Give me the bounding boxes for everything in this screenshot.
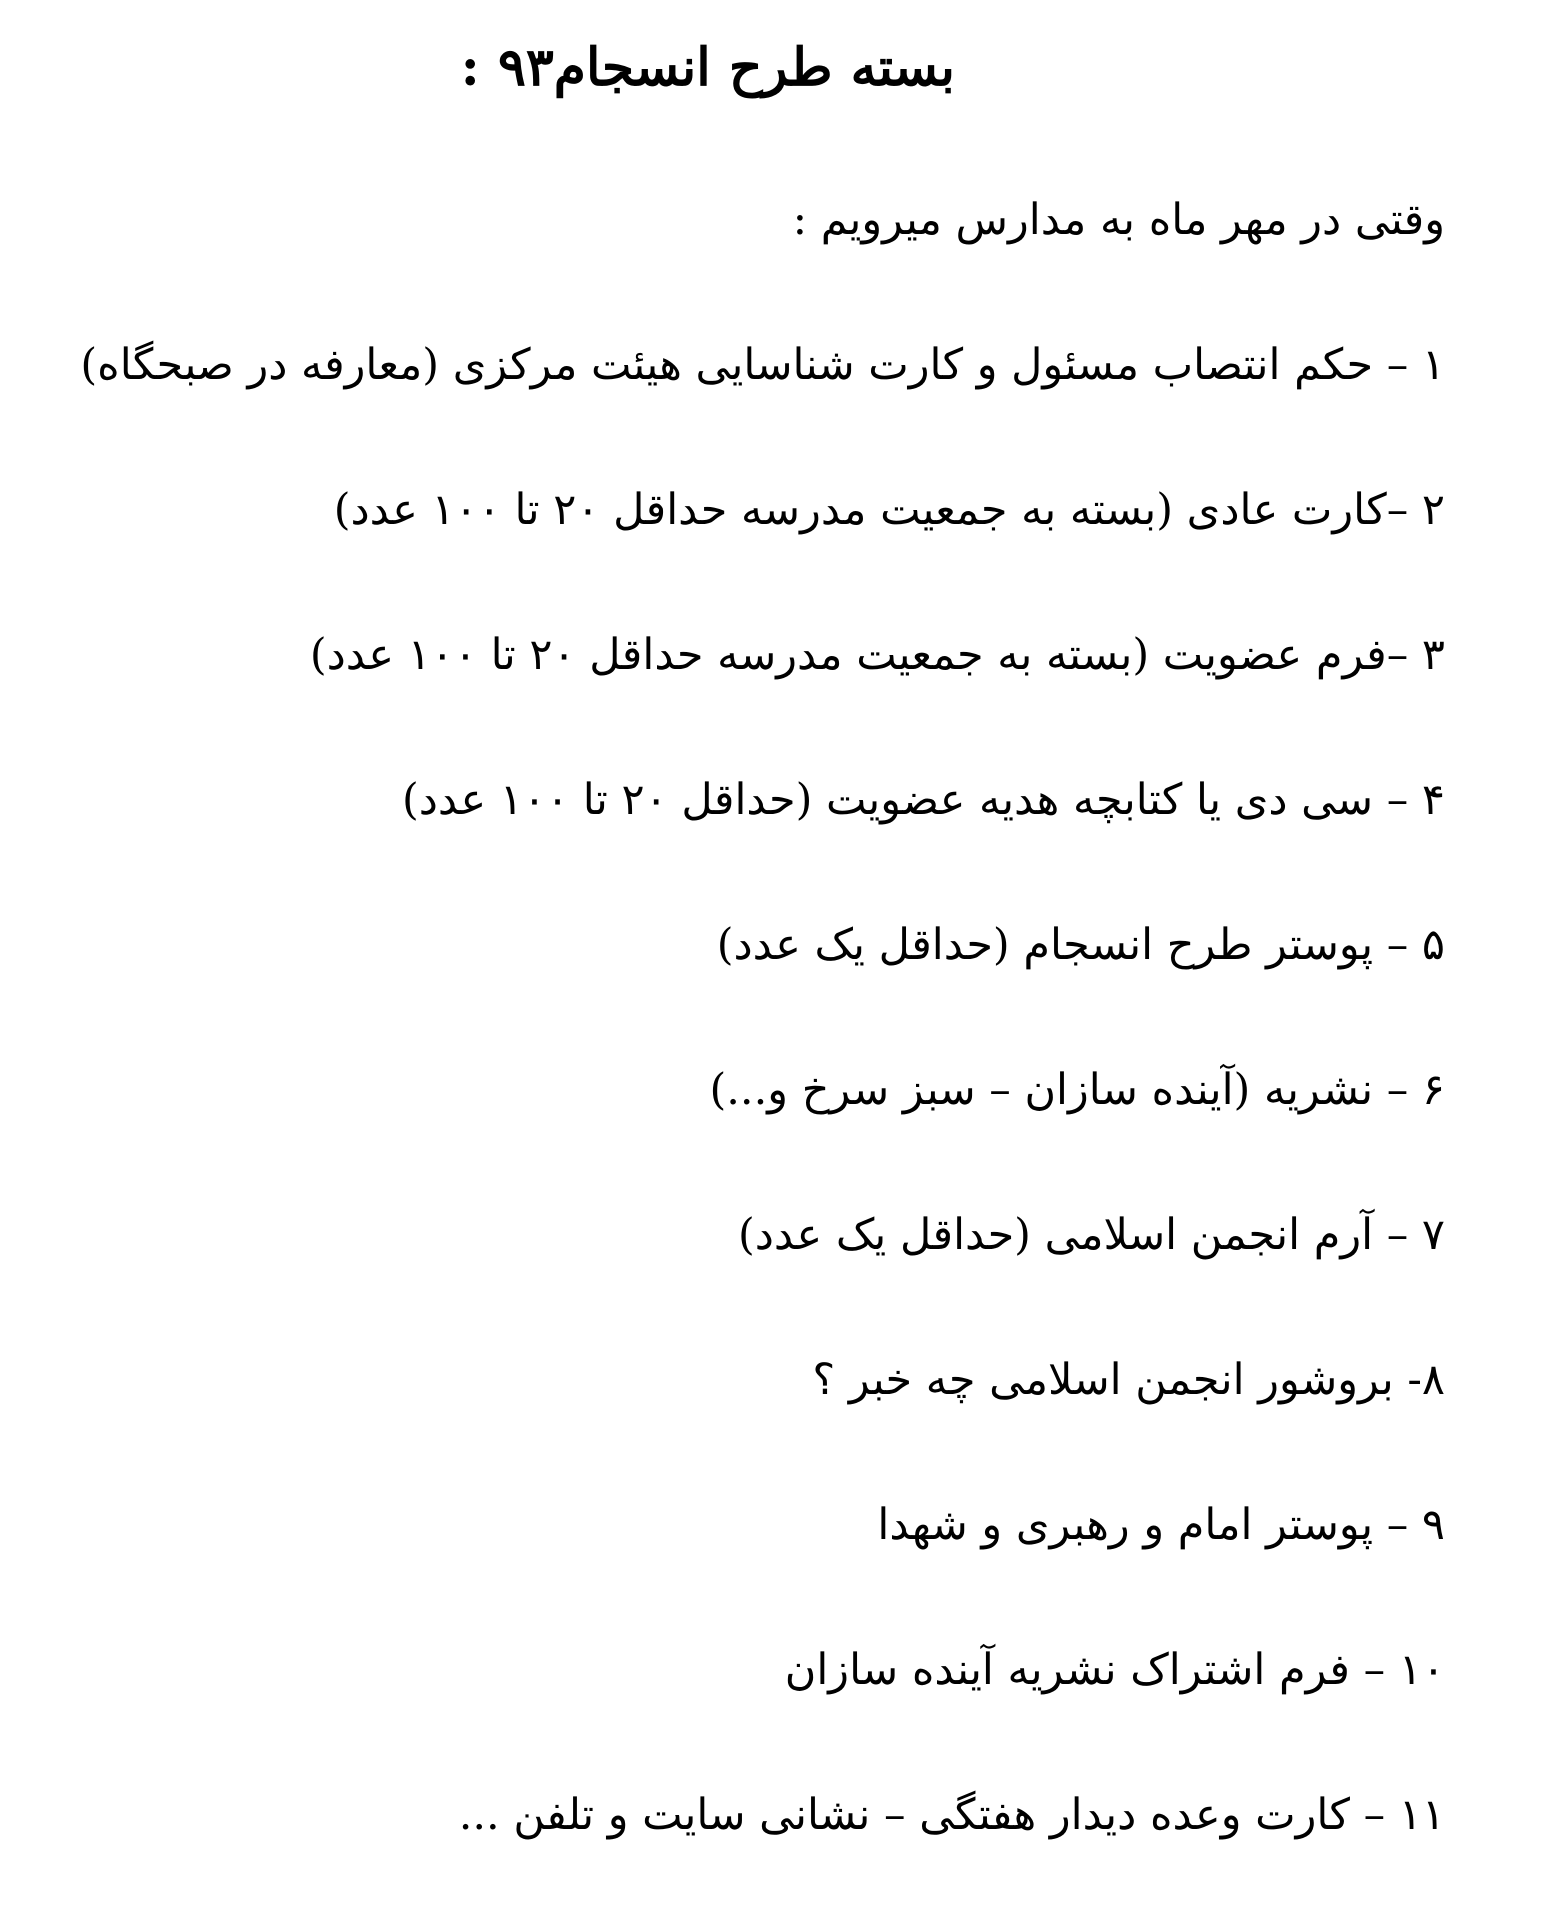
list-item: ۲ –کارت عادی (بسته به جمعیت مدرسه حداقل ۲۰ تا ۱۰۰ عدد) [333, 485, 1445, 535]
list-item: ۶ – نشریه (آینده سازان – سبز سرخ و...) [709, 1065, 1445, 1115]
items-list [25, 330, 1445, 1925]
list-item: ۱ – حکم انتصاب مسئول و کارت شناسایی هیئت مرکزی (معارفه در صبحگاه) [80, 340, 1445, 390]
list-item: ۵ – پوستر طرح انسجام (حداقل یک عدد) [716, 920, 1445, 970]
list-item: ۱۰ – فرم اشتراک نشریه آینده سازان [784, 1645, 1445, 1695]
list-item: ۸- بروشور انجمن اسلامی چه خبر ؟ [812, 1355, 1445, 1405]
list-item: ۷ – آرم انجمن اسلامی (حداقل یک عدد) [738, 1210, 1445, 1260]
intro-line: وقتی در مهر ماه به مدارس میرویم : [792, 195, 1445, 245]
list-item: ۱۱ – کارت وعده دیدار هفتگی – نشانی سایت و تلفن ... [458, 1790, 1445, 1840]
list-item: ۳ –فرم عضویت (بسته به جمعیت مدرسه حداقل ۲۰ تا ۱۰۰ عدد) [309, 630, 1445, 680]
list-item: ۴ – سی دی یا کتابچه هدیه عضویت (حداقل ۲۰ تا ۱۰۰ عدد) [401, 775, 1445, 825]
list-item: ۹ – پوستر امام و رهبری و شهدا [877, 1500, 1445, 1550]
document-title: بسته طرح انسجام۹۳ : [460, 37, 955, 98]
